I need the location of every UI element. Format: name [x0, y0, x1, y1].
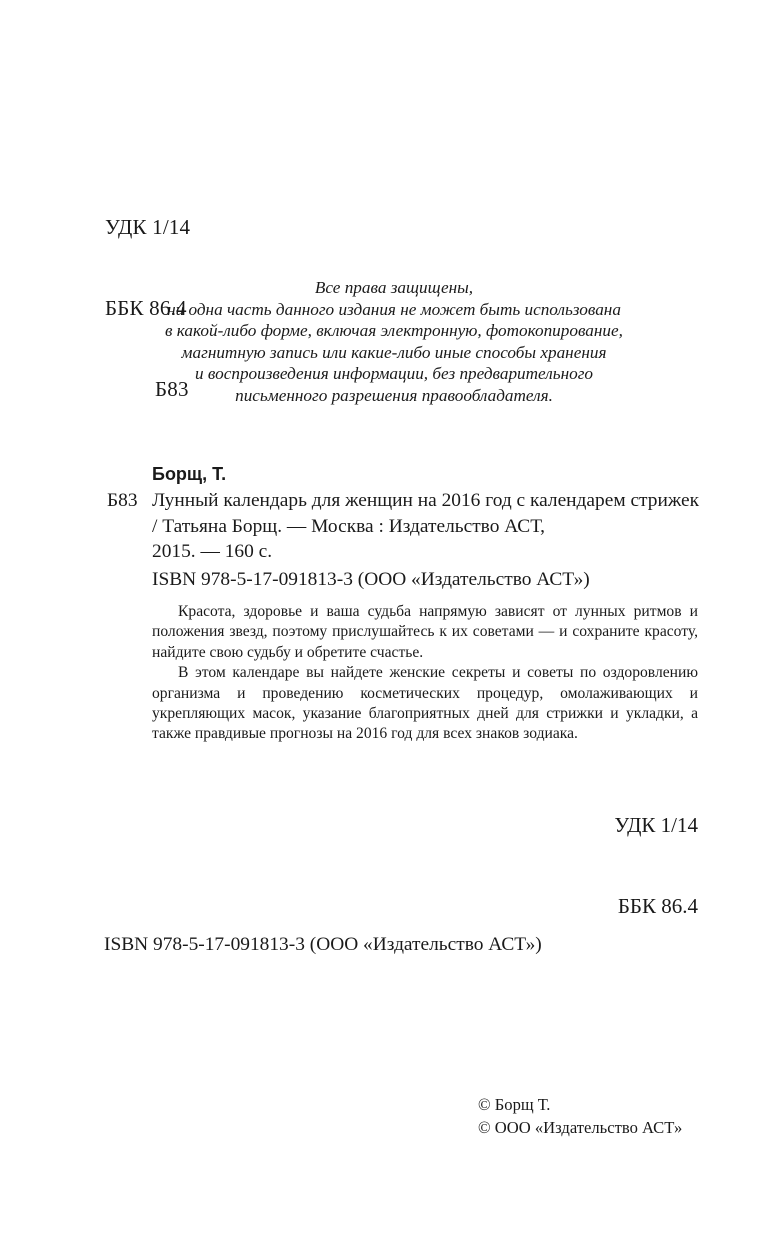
rights-notice-line: магнитную запись или какие-либо иные способы хранения: [181, 342, 607, 362]
biblio-body: [107, 488, 699, 565]
udk-code: УДК 1/14: [105, 215, 191, 239]
rights-notice: [104, 277, 684, 406]
rights-notice-line: и воспроизведения информации, без предварительного: [195, 364, 593, 383]
copyright-line-publisher: © ООО «Издательство АСТ»: [478, 1117, 683, 1137]
annotation-paragraph: Красота, здоровье и ваша судьба напрямую зависят от лунных ритмов и положения звезд, поэтому прислушайтесь к их советами — и сохраните красоту, найдите свою судьбу и обретите счастье.: [152, 603, 698, 661]
author-mark-code: Б83: [155, 377, 189, 401]
udk-code-repeat: УДК 1/14: [614, 813, 698, 837]
rights-notice-line: в какой-либо форме, включая электронную, фотокопирование,: [165, 321, 623, 340]
rights-notice-line: Все права защищены,: [314, 278, 474, 297]
classification-repeat-block: [614, 758, 698, 974]
biblio-description-text: Лунный календарь для женщин на 2016 год с календарем стрижек / Татьяна Борщ. — Москва : Издательство АСТ,: [152, 490, 700, 537]
bbk-code-repeat: ББК 86.4: [617, 894, 698, 918]
isbn-standalone: ISBN 978-5-17-091813-3 (ООО «Издательство АСТ»): [104, 934, 542, 955]
annotation-paragraph: В этом календаре вы найдете женские секреты и советы по оздоровлению организма и проведению косметических процедур, омолаживающих и укрепляющих масок, указание благоприятных дней для стрижки и укладки, а также правдивые прогнозы на 2016 год для всех знаков зодиака.: [152, 664, 698, 743]
copyright-line-author: © Борщ Т.: [478, 1095, 551, 1114]
biblio-description: [152, 488, 699, 565]
rights-notice-line: ни одна часть данного издания не может быть использована: [167, 299, 621, 319]
biblio-shelf-marker: Б83: [107, 490, 138, 511]
annotation-block: [152, 602, 698, 745]
bbk-code: ББК 86.4: [105, 296, 187, 320]
biblio-description-last-line: 2015. — 160 с.: [152, 541, 273, 562]
biblio-author-heading: Борщ, Т.: [152, 464, 227, 484]
rights-notice-line: письменного разрешения правообладателя.: [235, 385, 553, 405]
copyright-block: [478, 1094, 682, 1139]
biblio-isbn: ISBN 978-5-17-091813-3 (ООО «Издательство АСТ»): [152, 568, 590, 590]
bibliographic-record: [107, 462, 699, 593]
